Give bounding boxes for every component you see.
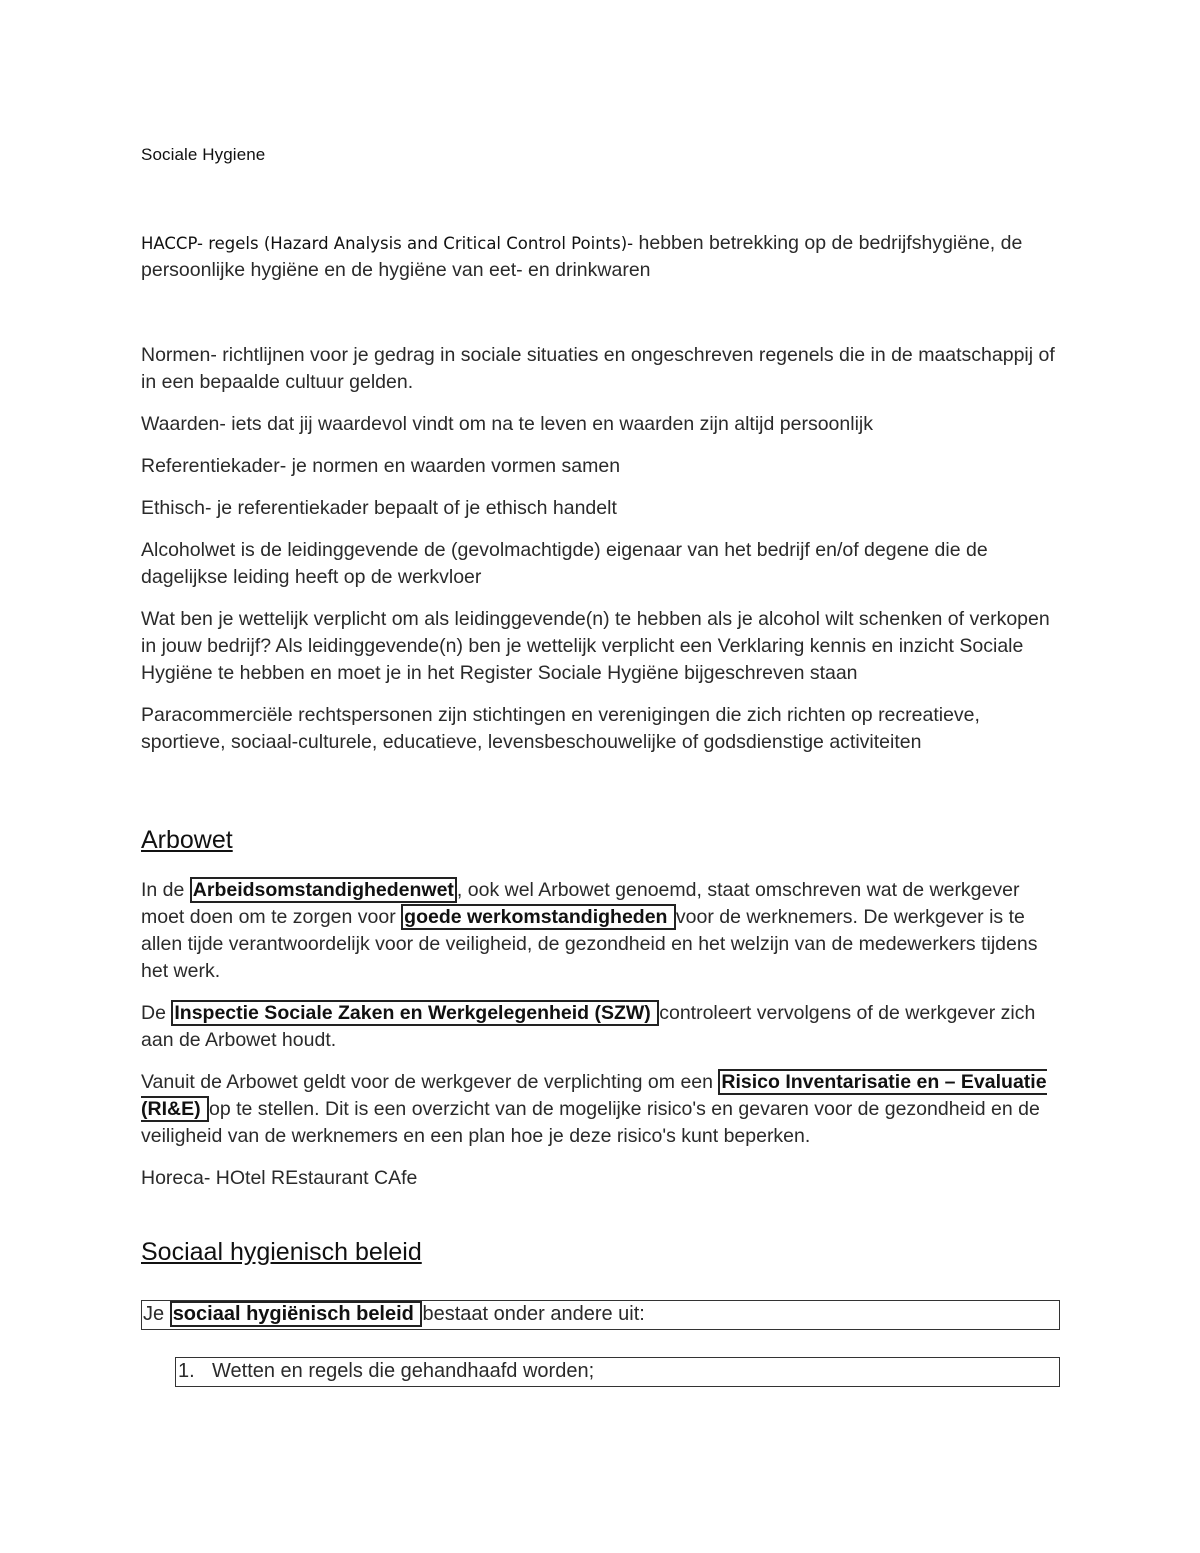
list-number: 1. xyxy=(178,1360,195,1382)
paragraph-alcoholwet: Alcoholwet is de leidinggevende de (gevolmachtigde) eigenaar van het bedrijf en/of degene die de dagelijkse leiding heeft op de werkvloer xyxy=(141,539,988,588)
paragraph-verplicht: Wat ben je wettelijk verplicht om als leidinggevende(n) te hebben als je alcohol wilt schenken of verkopen in jouw bedrijf? Als leidinggevende(n) ben je wettelijk verplicht een Verklaring kennis en inzicht Sociale Hygiëne te hebben en moet je in het Register Sociale Hygiëne bijgeschreven staan xyxy=(141,608,1050,684)
definitions-section xyxy=(141,342,1066,771)
paragraph-paracommercieel: Paracommerciële rechtspersonen zijn stichtingen en verenigingen die zich richten op recreatieve, sportieve, sociaal-culturele, educatieve, levensbeschouwelijke of godsdienstige activiteiten xyxy=(141,704,980,753)
paragraph-normen: Normen- richtlijnen voor je gedrag in sociale situaties en ongeschreven regenels die in de maatschappij of in een bepaalde cultuur gelden. xyxy=(141,344,1055,393)
paragraph-ethisch: Ethisch- je referentiekader bepaalt of je ethisch handelt xyxy=(141,497,617,519)
paragraph-waarden: Waarden- iets dat jij waardevol vindt om na te leven en waarden zijn altijd persoonlijk xyxy=(141,413,873,435)
beleid-intro-line: Je sociaal hygiënisch beleid bestaat onder andere uit: xyxy=(141,1300,1060,1330)
highlight-sociaal-hygienisch-beleid: sociaal hygiënisch beleid xyxy=(170,1301,423,1327)
haccp-rest: hebben betrekking op de bedrijfshygiëne, de persoonlijke hygiëne en de hygiëne van eet- en drinkwaren xyxy=(141,232,1023,281)
arbowet-paragraph-2: De Inspectie Sociale Zaken en Werkgelegenheid (SZW) controleert vervolgens of de werkgever zich aan de Arbowet houdt. xyxy=(141,1002,1036,1051)
highlight-goede-werkomstandigheden: goede werkomstandigheden xyxy=(401,904,676,930)
paragraph-referentiekader: Referentiekader- je normen en waarden vormen samen xyxy=(141,455,621,477)
list-item-text: Wetten en regels die gehandhaafd worden; xyxy=(212,1360,595,1382)
heading-sociaal-hygienisch-beleid: Sociaal hygienisch beleid xyxy=(141,1238,422,1266)
arbowet-paragraph-1: In de Arbeidsomstandighedenwet , ook wel Arbowet genoemd, staat omschreven wat de werkgever moet doen om te zorgen voor goede werkomstandigheden voor de werknemers. De werkgever is te allen tijde verantwoordelijk voor de veiligheid, de gezondheid en het welzijn van de medewerkers tijdens het werk. xyxy=(141,879,1038,982)
paragraph-horeca: Horeca- HOtel REstaurant CAfe xyxy=(141,1167,418,1189)
document-title: Sociale Hygiene xyxy=(141,145,266,164)
arbowet-section xyxy=(141,877,1066,1207)
list-item xyxy=(175,1357,1060,1387)
highlight-arbeidsomstandighedenwet: Arbeidsomstandighedenwet xyxy=(190,877,457,903)
arbowet-paragraph-3: Vanuit de Arbowet geldt voor de werkgever de verplichting om een Risico Inventarisatie en – Evaluatie (RI&E) op te stellen. Dit is een overzicht van de mogelijke risico's en gevaren voor de gezondheid en de veiligheid van de werknemers en een plan hoe je deze risico's kunt beperken. xyxy=(141,1071,1047,1147)
highlight-rie: Risico Inventarisatie en – Evaluatie (RI&E) xyxy=(141,1071,1047,1120)
haccp-paragraph xyxy=(141,230,1066,299)
highlight-inspectie-szw: Inspectie Sociale Zaken en Werkgelegenheid (SZW) xyxy=(171,1000,659,1026)
heading-arbowet: Arbowet xyxy=(141,826,233,854)
haccp-lead: HACCP- regels (Hazard Analysis and Critical Control Points)- xyxy=(141,234,634,253)
